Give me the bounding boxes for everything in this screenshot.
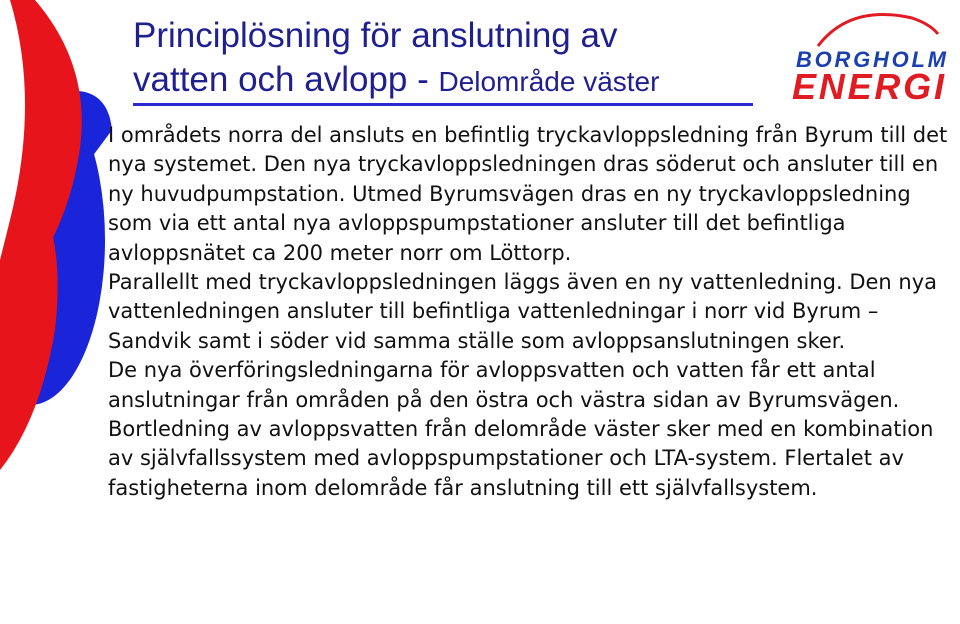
borgholm-energi-logo bbox=[790, 6, 950, 102]
title-underline bbox=[133, 103, 753, 106]
title-subtitle: Delområde väster bbox=[438, 66, 660, 97]
slide-body bbox=[108, 121, 953, 503]
logo-line-1: BORGHOLM bbox=[796, 47, 946, 72]
logo-line-2: ENERGI bbox=[792, 66, 944, 102]
title-line-1: Principlösning för anslutning av bbox=[133, 16, 618, 55]
slide-title bbox=[133, 14, 659, 104]
paragraph-2: Parallellt med tryckavloppsledningen läggs även en ny vattenledning. Den nya vattenledningen ansluter till befintliga vattenledningar i norr vid Byrum – Sandvik samt i söder vid samma ställe som avloppsanslutningen sker. bbox=[108, 270, 938, 353]
title-main: vatten och avlopp - bbox=[133, 60, 439, 99]
paragraph-4: Bortledning av avloppsvatten från delområde väster sker med en kombination av självfallssystem med avloppspumpstationer och LTA-system. Flertalet av fastigheterna inom delområde får anslutning till ett självfallsystem. bbox=[108, 417, 934, 500]
logo-arc-icon bbox=[818, 15, 938, 47]
title-line-2 bbox=[133, 58, 659, 104]
paragraph-3: De nya överföringsledningarna för avloppsvatten och vatten får ett antal anslutningar från områden på den östra och västra sidan av Byrumsvägen. bbox=[108, 358, 900, 412]
paragraph-1: I områdets norra del ansluts en befintlig tryckavloppsledning från Byrum till det nya systemet. Den nya tryckavloppsledningen dras söderut och ansluter till en ny huvudpumpstation. Utmed Byrumsvägen dras en ny tryckavloppsledning som via ett antal nya avloppspumpstationer ansluter till det befintliga avloppsnätet ca 200 meter norr om Löttorp. bbox=[108, 123, 948, 265]
